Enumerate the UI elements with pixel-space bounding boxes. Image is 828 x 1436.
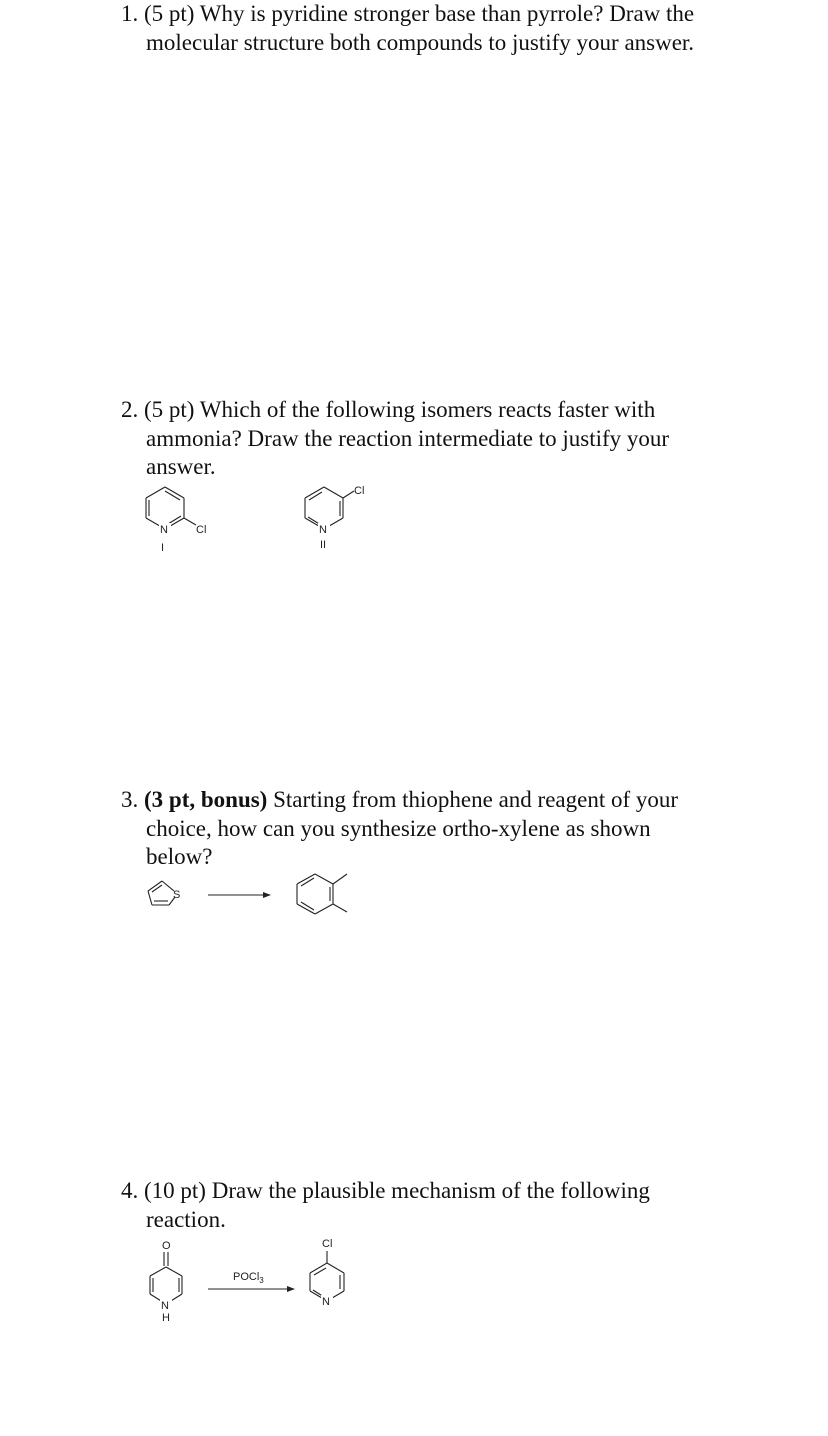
question-2 [121, 396, 669, 482]
isomer-label-2: II [320, 539, 327, 551]
question-4 [121, 1177, 650, 1234]
structure-thiophene [144, 876, 194, 916]
structure-2-chloropyridine [140, 480, 220, 560]
structure-4-chloropyridine [300, 1236, 360, 1316]
atom-label-o: O [162, 1240, 171, 1252]
reaction-arrow-pocl3 [205, 1268, 305, 1298]
structure-4-pyridone [138, 1236, 198, 1336]
question-1 [121, 0, 694, 57]
question-3 [121, 786, 678, 872]
question-3-line-1: 3. (3 pt, bonus) Starting from thiophene and reagent of your [121, 787, 679, 812]
atom-label-n: N [161, 1300, 169, 1312]
question-3-number: 3. [121, 787, 139, 812]
atom-label-cl: Cl [196, 524, 207, 536]
question-3-line-3: below? [146, 844, 213, 869]
atom-label-cl: Cl [322, 1238, 333, 1250]
question-2-line-2: ammonia? Draw the reaction intermediate to justify your [146, 425, 670, 451]
atom-label-s: S [173, 889, 181, 901]
question-2-line-1: 2. (5 pt) Which of the following isomers reacts faster with [121, 397, 656, 422]
question-1-line-2: molecular structure both compounds to justify your answer. [146, 29, 695, 55]
question-2-number: 2. [121, 397, 139, 422]
atom-label-h: H [162, 1312, 170, 1324]
reaction-arrow [205, 890, 275, 900]
question-4-line-1: 4. (10 pt) Draw the plausible mechanism of the following [121, 1178, 650, 1203]
question-4-line-2: reaction. [146, 1206, 226, 1232]
question-2-line-3: answer. [146, 454, 216, 479]
isomer-label-1: I [161, 542, 165, 554]
atom-label-n: N [322, 1296, 330, 1308]
reagent-label: POCl$_3$ [233, 1271, 264, 1285]
question-1-line-1: 1. (5 pt) Why is pyridine stronger base than pyrrole? Draw the [121, 1, 695, 26]
question-3-line-2: choice, how can you synthesize ortho-xylene as shown [146, 815, 651, 841]
atom-label-cl: Cl [354, 485, 365, 497]
bonus-label: (3 pt, bonus) [144, 787, 268, 812]
structure-3-chloropyridine [302, 480, 382, 560]
question-1-number: 1. [121, 1, 139, 26]
atom-label-n: N [319, 524, 327, 536]
question-4-number: 4. [121, 1178, 139, 1203]
structure-ortho-xylene [293, 866, 363, 926]
atom-label-n: N [160, 524, 168, 536]
